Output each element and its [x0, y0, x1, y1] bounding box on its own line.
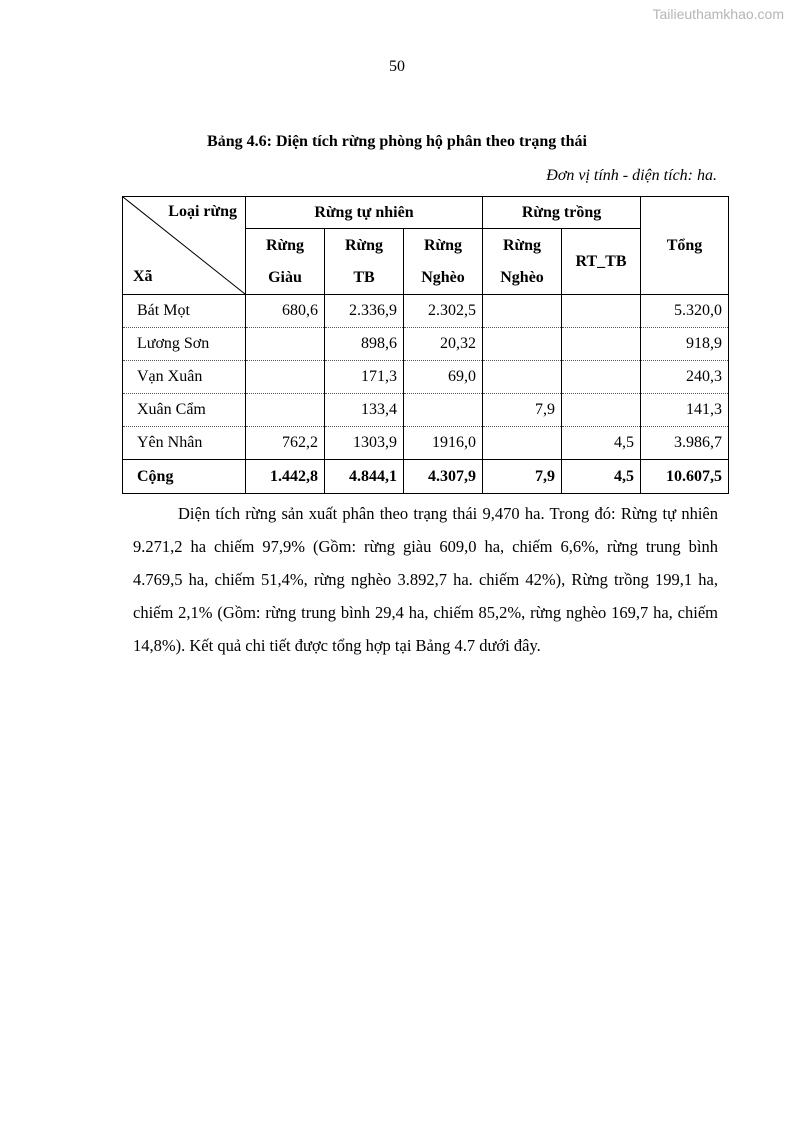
- commune-name: Yên Nhân: [123, 427, 246, 460]
- commune-name: Xuân Cẩm: [123, 394, 246, 427]
- cell-total: 3.986,7: [641, 427, 729, 460]
- table-title: Bảng 4.6: Diện tích rừng phòng hộ phân theo trạng thái: [207, 133, 587, 150]
- total-giau: 1.442,8: [246, 460, 325, 494]
- commune-name: Vạn Xuân: [123, 361, 246, 394]
- total-total: 10.607,5: [641, 460, 729, 494]
- cell-tb: 2.336,9: [325, 295, 404, 328]
- cell-tb: 898,6: [325, 328, 404, 361]
- commune-name: Bát Mọt: [123, 295, 246, 328]
- cell-ngheo: [404, 394, 483, 427]
- unit-note: Đơn vị tính - diện tích: ha.: [546, 167, 717, 184]
- cell-ngheo: 2.302,5: [404, 295, 483, 328]
- subheader-ngheo: Rừng Nghèo: [404, 229, 483, 295]
- cell-total: 141,3: [641, 394, 729, 427]
- cell-total: 918,9: [641, 328, 729, 361]
- page-number: 50: [389, 58, 405, 75]
- cell-planted-ngheo: [483, 295, 562, 328]
- table-row: [123, 295, 729, 328]
- cell-planted-ngheo: [483, 427, 562, 460]
- total-column-header: Tổng: [641, 197, 729, 295]
- body-paragraph: Diện tích rừng sản xuất phân theo trạng thái 9,470 ha. Trong đó: Rừng tự nhiên 9.271,2 ha chiếm 97,9% (Gồm: rừng giàu 609,0 ha, chiếm 6,6%, rừng trung bình 4.769,5 ha, chiếm 51,4%, rừng nghèo 3.892,7 ha. chiếm 42%), Rừng trồng 199,1 ha, chiếm 2,1% (Gồm: rừng trung bình 29,4 ha, chiếm 85,2%, rừng nghèo 169,7 ha, chiếm 14,8%). Kết quả chi tiết được tổng hợp tại Bảng 4.7 dưới đây.: [133, 504, 718, 655]
- cell-rt-tb: [562, 328, 641, 361]
- cell-giau: [246, 394, 325, 427]
- forest-area-table: [122, 196, 729, 494]
- cell-planted-ngheo: [483, 328, 562, 361]
- cell-rt-tb: 4,5: [562, 427, 641, 460]
- subheader-tb: Rừng TB: [325, 229, 404, 295]
- subheader-giau: Rừng Giàu: [246, 229, 325, 295]
- cell-rt-tb: [562, 394, 641, 427]
- total-ngheo: 4.307,9: [404, 460, 483, 494]
- total-rt-tb: 4,5: [562, 460, 641, 494]
- table-row: [123, 328, 729, 361]
- corner-header-cell: [123, 197, 246, 295]
- cell-ngheo: 1916,0: [404, 427, 483, 460]
- total-row: [123, 460, 729, 494]
- corner-top-label: Loại rừng: [168, 203, 237, 220]
- table-row: [123, 427, 729, 460]
- cell-giau: [246, 361, 325, 394]
- commune-name: Lương Sơn: [123, 328, 246, 361]
- total-label: Cộng: [123, 460, 246, 494]
- table-row: [123, 394, 729, 427]
- cell-total: 240,3: [641, 361, 729, 394]
- cell-rt-tb: [562, 295, 641, 328]
- cell-giau: [246, 328, 325, 361]
- group-planted-header: Rừng trồng: [483, 197, 641, 229]
- group-natural-header: Rừng tự nhiên: [246, 197, 483, 229]
- cell-tb: 171,3: [325, 361, 404, 394]
- total-tb: 4.844,1: [325, 460, 404, 494]
- watermark: Tailieuthamkhao.com: [652, 6, 784, 22]
- cell-tb: 133,4: [325, 394, 404, 427]
- subheader-planted-ngheo: Rừng Nghèo: [483, 229, 562, 295]
- cell-planted-ngheo: [483, 361, 562, 394]
- table-row: [123, 361, 729, 394]
- cell-total: 5.320,0: [641, 295, 729, 328]
- cell-tb: 1303,9: [325, 427, 404, 460]
- cell-planted-ngheo: 7,9: [483, 394, 562, 427]
- corner-bottom-label: Xã: [133, 268, 153, 285]
- cell-ngheo: 20,32: [404, 328, 483, 361]
- subheader-rt-tb: RT_TB: [562, 229, 641, 295]
- cell-giau: 680,6: [246, 295, 325, 328]
- cell-rt-tb: [562, 361, 641, 394]
- total-planted-ngheo: 7,9: [483, 460, 562, 494]
- cell-ngheo: 69,0: [404, 361, 483, 394]
- cell-giau: 762,2: [246, 427, 325, 460]
- header-row-1: [123, 197, 729, 229]
